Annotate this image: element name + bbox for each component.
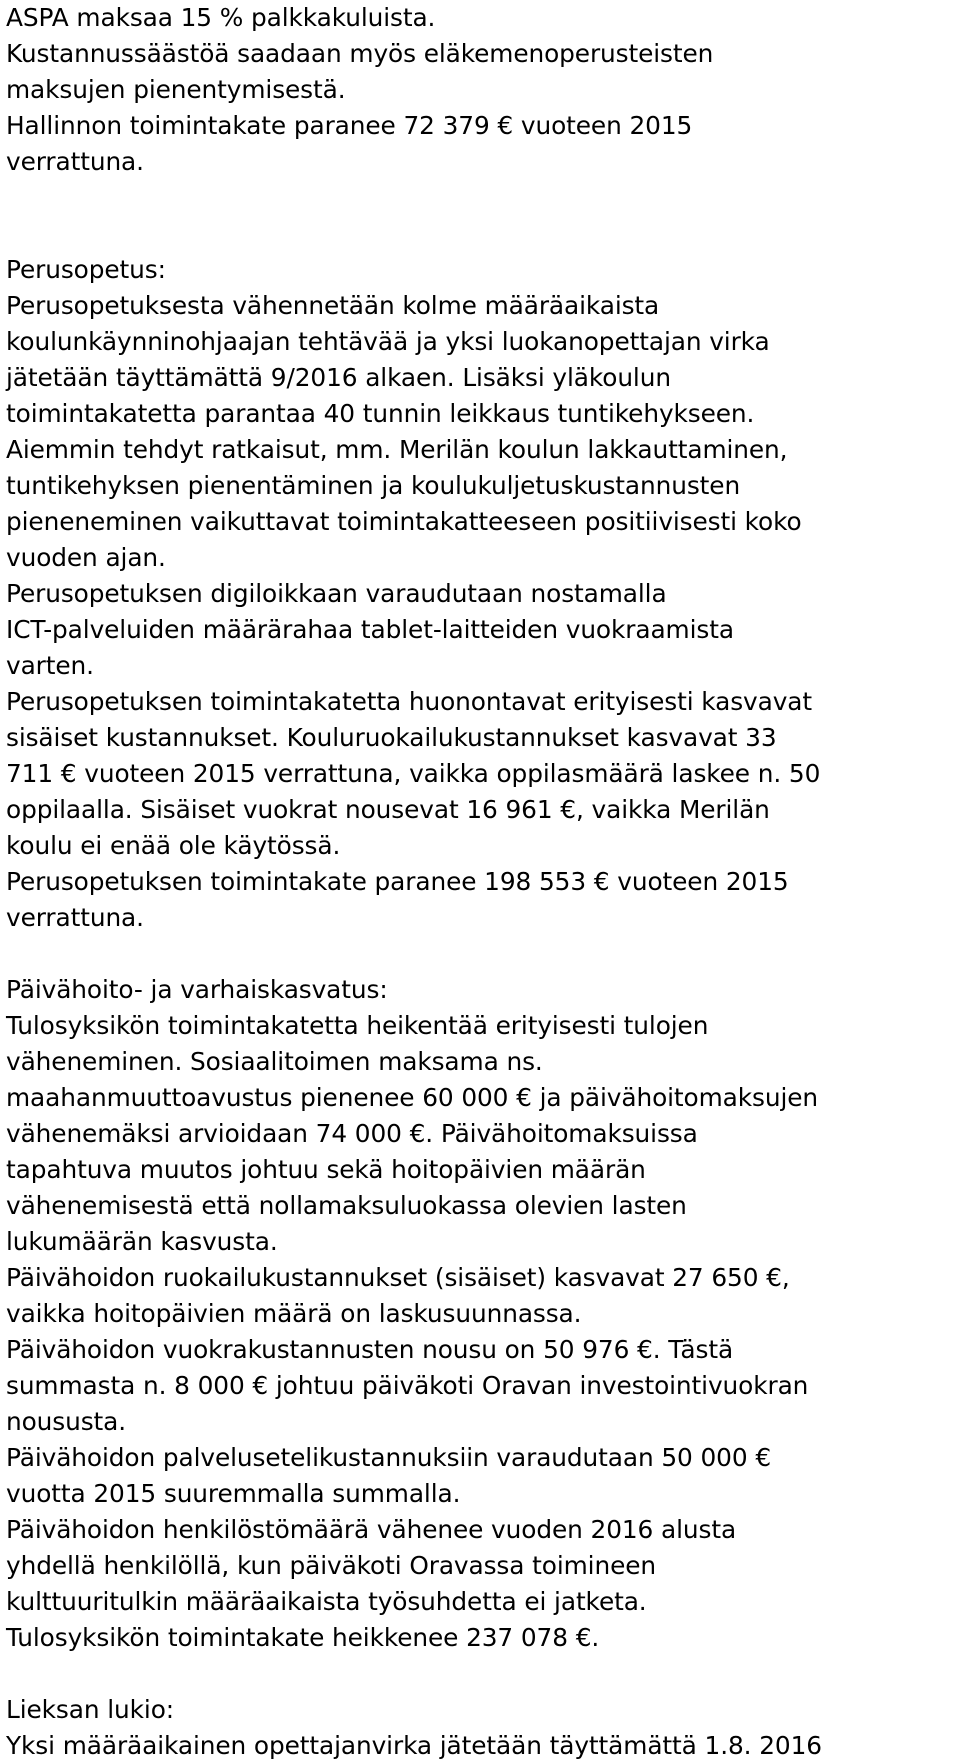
text-line: vaikka hoitopäivien määrä on laskusuunnassa.	[6, 1299, 582, 1328]
text-line: yhdellä henkilöllä, kun päiväkoti Oravassa toimineen	[6, 1551, 656, 1580]
text-line: vähenemisestä että nollamaksuluokassa olevien lasten	[6, 1191, 687, 1220]
text-line: Päivähoidon vuokrakustannusten nousu on 50 976 €. Tästä	[6, 1335, 734, 1364]
text-line: ICT-palveluiden määrärahaa tablet-laitteiden vuokraamista	[6, 615, 734, 644]
text-line: summasta n. 8 000 € johtuu päiväkoti Oravan investointivuokran	[6, 1371, 809, 1400]
text-line: Päivähoidon henkilöstömäärä vähenee vuoden 2016 alusta	[6, 1515, 737, 1544]
text-line: noususta.	[6, 1407, 127, 1436]
text-line: 711 € vuoteen 2015 verrattuna, vaikka oppilasmäärä laskee n. 50	[6, 759, 821, 788]
text-line: maahanmuuttoavustus pienenee 60 000 € ja päivähoitomaksujen	[6, 1083, 819, 1112]
text-line: kulttuuritulkin määräaikaista työsuhdetta ei jatketa.	[6, 1587, 647, 1616]
text-line: sisäiset kustannukset. Kouluruokailukustannukset kasvavat 33	[6, 723, 777, 752]
text-line: oppilaalla. Sisäiset vuokrat nousevat 16 961 €, vaikka Merilän	[6, 795, 770, 824]
text-line: tapahtuva muutos johtuu sekä hoitopäivien määrän	[6, 1155, 646, 1184]
text-line: Päivähoito- ja varhaiskasvatus:	[6, 975, 388, 1004]
text-line: vähenemäksi arvioidaan 74 000 €. Päivähoitomaksuissa	[6, 1119, 698, 1148]
text-line: vuotta 2015 suuremmalla summalla.	[6, 1479, 461, 1508]
text-line: koulunkäynninohjaajan tehtävää ja yksi luokanopettajan virka	[6, 327, 770, 356]
text-line: pieneneminen vaikuttavat toimintakatteeseen positiivisesti koko	[6, 507, 802, 536]
blank-line	[6, 180, 960, 216]
text-line: Perusopetuksesta vähennetään kolme määräaikaista	[6, 291, 660, 320]
text-line: Perusopetuksen toimintakate paranee 198 553 € vuoteen 2015	[6, 867, 789, 896]
text-line: vuoden ajan.	[6, 543, 166, 572]
text-line: Yksi määräaikainen opettajanvirka jätetään täyttämättä 1.8. 2016	[6, 1731, 822, 1760]
text-line: Perusopetus:	[6, 255, 166, 284]
text-line: koulu ei enää ole käytössä.	[6, 831, 341, 860]
text-line: jätetään täyttämättä 9/2016 alkaen. Lisäksi yläkoulun	[6, 363, 671, 392]
text-line: toimintakatetta parantaa 40 tunnin leikkaus tuntikehykseen.	[6, 399, 755, 428]
text-line: Päivähoidon palvelusetelikustannuksiin varaudutaan 50 000 €	[6, 1443, 771, 1472]
text-line: verrattuna.	[6, 903, 144, 932]
text-line: Kustannussäästöä saadaan myös eläkemenoperusteisten	[6, 39, 714, 68]
blank-line	[6, 936, 960, 972]
text-line: väheneminen. Sosiaalitoimen maksama ns.	[6, 1047, 543, 1076]
text-line: ASPA maksaa 15 % palkkakuluista.	[6, 3, 436, 32]
text-line: Tulosyksikön toimintakate heikkenee 237 078 €.	[6, 1623, 600, 1652]
text-line: Hallinnon toimintakate paranee 72 379 € vuoteen 2015	[6, 111, 693, 140]
text-line: tuntikehyksen pienentäminen ja koulukuljetuskustannusten	[6, 471, 741, 500]
text-line: Perusopetuksen digiloikkaan varaudutaan nostamalla	[6, 579, 667, 608]
blank-line	[6, 216, 960, 252]
text-line: lukumäärän kasvusta.	[6, 1227, 278, 1256]
text-line: Lieksan lukio:	[6, 1695, 175, 1724]
text-line: Päivähoidon ruokailukustannukset (sisäiset) kasvavat 27 650 €,	[6, 1263, 790, 1292]
text-line: Perusopetuksen toimintakatetta huonontavat erityisesti kasvavat	[6, 687, 812, 716]
text-line: Aiemmin tehdyt ratkaisut, mm. Merilän koulun lakkauttaminen,	[6, 435, 788, 464]
text-line: Tulosyksikön toimintakatetta heikentää erityisesti tulojen	[6, 1011, 709, 1040]
text-line: maksujen pienentymisestä.	[6, 75, 346, 104]
text-line: verrattuna.	[6, 147, 144, 176]
blank-line	[6, 1656, 960, 1692]
text-line: varten.	[6, 651, 94, 680]
